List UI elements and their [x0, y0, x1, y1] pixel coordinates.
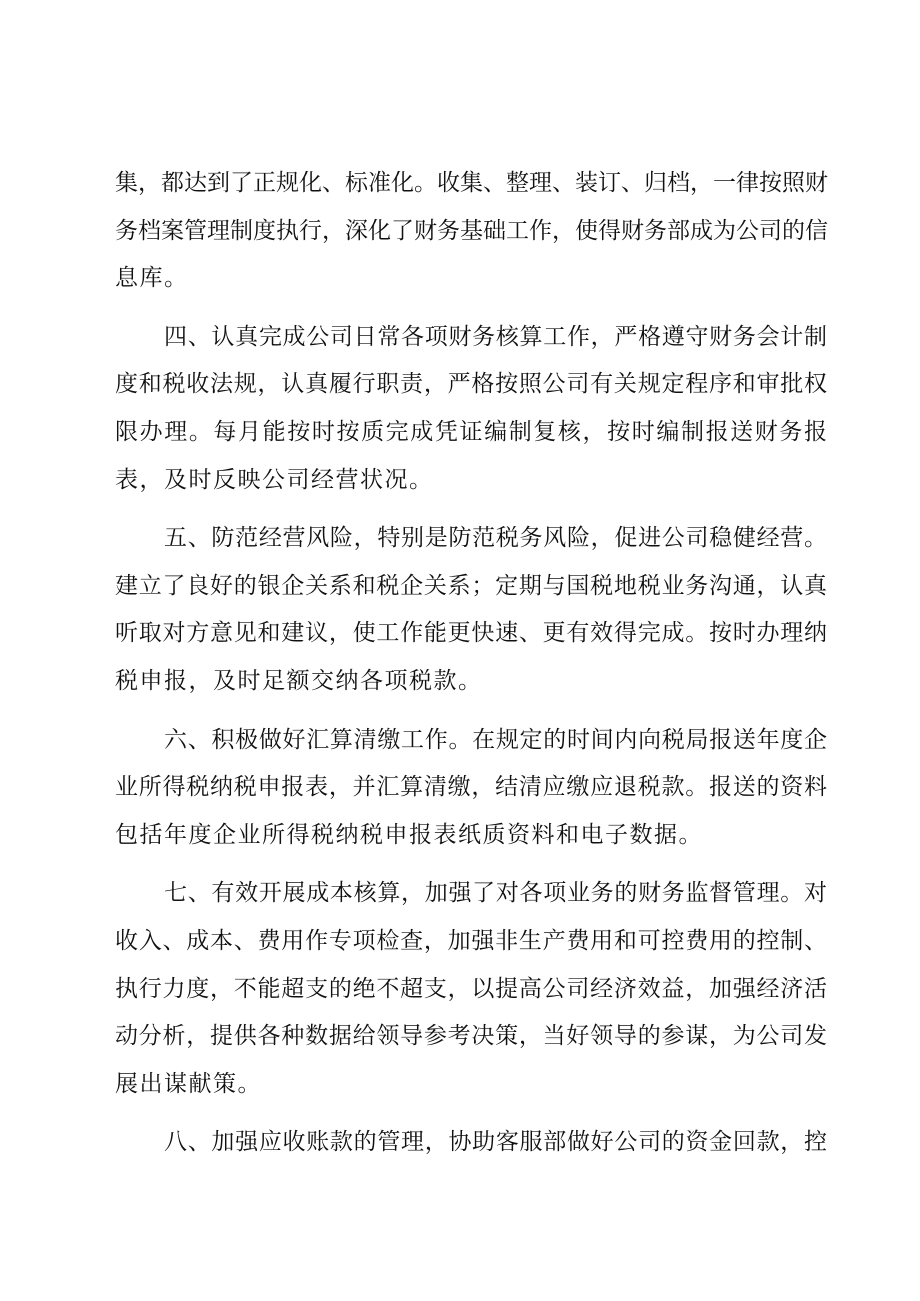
paragraph-spacer — [115, 1108, 827, 1119]
paragraph-spacer — [115, 303, 827, 314]
paragraph-four — [115, 314, 827, 504]
paragraph-spacer — [115, 504, 827, 515]
text-line: 限办理。每月能按时按质完成凭证编制复核，按时编制报送财务报 — [115, 418, 827, 445]
text-line: 执行力度，不能超支的绝不超支，以提高公司经济效益，加强经济活 — [115, 975, 827, 1002]
text-line: 听取对方意见和建议，使工作能更快速、更有效得完成。按时办理纳 — [115, 620, 827, 647]
text-line: 八、加强应收账款的管理，协助客服部做好公司的资金回款，控 — [164, 1129, 827, 1156]
text-line: 业所得税纳税申报表，并汇算清缴，结清应缴应退税款。报送的资料 — [115, 774, 827, 801]
document-body — [115, 160, 827, 1167]
paragraph-five — [115, 515, 827, 705]
text-line: 表，及时反映公司经营状况。 — [115, 466, 434, 493]
paragraph-six — [115, 717, 827, 860]
text-line: 动分析，提供各种数据给领导参考决策，当好领导的参谋，为公司发 — [115, 1023, 827, 1050]
paragraph-seven — [115, 870, 827, 1108]
text-line: 展出谋献策。 — [115, 1070, 262, 1097]
text-line: 集，都达到了正规化、标准化。收集、整理、装订、归档，一律按照财 — [115, 170, 828, 196]
text-line: 息库。 — [115, 265, 189, 292]
paragraph-eight — [115, 1119, 827, 1167]
text-line: 建立了良好的银企关系和税企关系；定期与国税地税业务沟通，认真 — [115, 572, 827, 599]
text-line: 四、认真完成公司日常各项财务核算工作，严格遵守财务会计制 — [164, 323, 827, 350]
paragraph-spacer — [115, 706, 827, 717]
text-line: 五、防范经营风险，特别是防范税务风险，促进公司稳健经营。 — [164, 525, 827, 552]
text-line: 务档案管理制度执行，深化了财务基础工作，使得财务部成为公司的信 — [115, 217, 828, 244]
text-line: 收入、成本、费用作专项检查，加强非生产费用和可控费用的控制、 — [115, 927, 827, 954]
text-line: 税申报，及时足额交纳各项税款。 — [115, 667, 483, 694]
text-line: 度和税收法规，认真履行职责，严格按照公司有关规定程序和审批权 — [115, 371, 827, 398]
text-line: 包括年度企业所得税纳税申报表纸质资料和电子数据。 — [115, 821, 703, 848]
text-line: 六、积极做好汇算清缴工作。在规定的时间内向税局报送年度企 — [164, 726, 827, 753]
paragraph-archives — [115, 160, 827, 303]
paragraph-spacer — [115, 859, 827, 870]
text-line: 七、有效开展成本核算，加强了对各项业务的财务监督管理。对 — [164, 880, 827, 907]
